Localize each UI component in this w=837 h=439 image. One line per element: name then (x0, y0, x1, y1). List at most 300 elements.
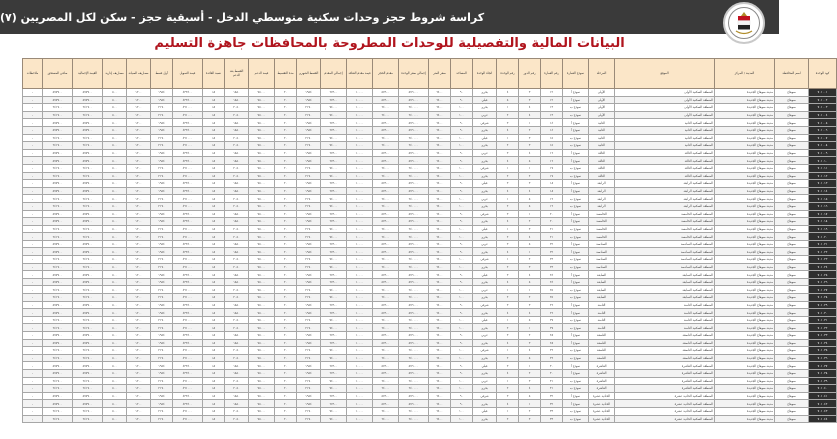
table-cell: ٦٤٠٠٠٠ (399, 195, 429, 203)
table-cell: المنطقة السكنية الثانية (615, 134, 715, 142)
table-cell: ٧٠١٠١٧ (809, 210, 837, 218)
table-cell: ٣٢ (541, 392, 563, 400)
table-cell: ١٠٠٠٠ (347, 392, 373, 400)
table-cell: ١٩٥٤ (297, 96, 321, 104)
table-cell: ٧٥٠٠٠ (249, 202, 275, 210)
table-cell: ٢ (519, 172, 541, 180)
table-row (23, 172, 837, 180)
table-cell: ١٣ (541, 104, 563, 112)
table-cell: سوهاج (775, 392, 809, 400)
table-cell: ١٢٠٠ (127, 415, 151, 423)
table-cell: ٢٠ (275, 256, 297, 264)
table-cell: ١٠٠ (451, 104, 473, 112)
table-cell: ١٩٥٤ (297, 218, 321, 226)
table-cell: المنطقة السكنية الحادية عشرة (615, 392, 715, 400)
table-cell: ٢١٧٠ (297, 202, 321, 210)
table-cell: ٧٠١٠٢٣ (809, 256, 837, 264)
table-cell: ١٠٠٠٠ (347, 233, 373, 241)
table-cell: المنطقة السكنية الثامنة (615, 316, 715, 324)
table-cell: ٩٠ (451, 149, 473, 157)
table-cell: ١٩٥٤ (297, 301, 321, 309)
table-cell: بحري (473, 354, 497, 362)
table-cell: - (23, 187, 43, 195)
table-cell: غربي (473, 149, 497, 157)
table-cell: ٦٤٠٠ (429, 164, 451, 172)
table-cell: ١٢٠٠ (127, 248, 151, 256)
table-cell: ٦٤٠٠ (429, 233, 451, 241)
table-cell: - (23, 240, 43, 248)
table-cell: المنطقة السكنية التاسعة (615, 339, 715, 347)
table-cell: ٦٤٠٠٠ (373, 415, 399, 423)
table-cell: ٤ (497, 126, 519, 134)
table-cell: سوهاج (775, 339, 809, 347)
table-cell: ٥٧٦٠٠٠ (399, 240, 429, 248)
table-row (23, 301, 837, 309)
table-cell: ٢ (497, 111, 519, 119)
table-cell: سوهاج (775, 195, 809, 203)
table-cell: ٥ (519, 240, 541, 248)
table-cell: ٦٧٦٠٠ (321, 96, 347, 104)
table-cell: ٢١٧٠ (151, 233, 173, 241)
table-cell: المنطقة السكنية الثانية (615, 119, 715, 127)
table-cell: ٧٤٠٠٠ (321, 233, 347, 241)
table-cell: ٨٪ (203, 104, 225, 112)
table-cell: ٢١٧٠ (151, 354, 173, 362)
table-cell: الخامسة (589, 210, 615, 218)
table-cell: ٨٪ (203, 301, 225, 309)
table-cell: ٦٤٠٠٠٠ (399, 111, 429, 119)
table-cell: ٢٠٥٠ (225, 256, 249, 264)
table-cell: ١٢٠٠ (127, 392, 151, 400)
table-cell: ٢٠ (275, 96, 297, 104)
table-cell: ١٢٠٠ (127, 286, 151, 294)
table-cell: مدينة سوهاج الجديدة (715, 316, 775, 324)
table-cell: ٥٧٧٧٠٠ (73, 210, 103, 218)
table-cell: ٣٢ (541, 400, 563, 408)
table-cell: - (23, 96, 43, 104)
table-cell: ٨٪ (203, 240, 225, 248)
table-cell: ٦٤٠٠ (429, 347, 451, 355)
table-cell: ٢٠ (275, 263, 297, 271)
table-cell: - (23, 104, 43, 112)
table-cell: ٧٤٠٠٠ (321, 164, 347, 172)
table-cell: ٥٧٧٧٠٠ (73, 180, 103, 188)
table-cell: قبلي (473, 225, 497, 233)
table-cell: ٦٤٠٠٠٠ (399, 407, 429, 415)
table-cell: ٥٠٠ (103, 347, 127, 355)
table-cell: ١٠٠٠٠ (347, 240, 373, 248)
table-cell: ٦٧٦٠٠ (321, 271, 347, 279)
table-cell: ٢١٧٠ (297, 294, 321, 302)
table-cell: ٧٠١٠١٤ (809, 187, 837, 195)
table-cell: ٢١٧٠ (297, 354, 321, 362)
table-cell: غربي (473, 240, 497, 248)
table-cell: مدينة سوهاج الجديدة (715, 407, 775, 415)
table-cell: ١٠٠ (451, 324, 473, 332)
table-cell: ١٢٠٠ (127, 134, 151, 142)
table-cell: ١٠٠٠٠ (347, 164, 373, 172)
table-cell: ٧٥٠٠٠ (249, 271, 275, 279)
table-cell: ٥٧٧٧٠٠ (73, 339, 103, 347)
table-cell: ٩٠ (451, 96, 473, 104)
table-cell: ١٢٠٠ (127, 149, 151, 157)
table-cell: الرابعة (589, 195, 615, 203)
table-cell: ٥٠٠ (103, 187, 127, 195)
table-cell: ١٠٠ (451, 263, 473, 271)
column-header: أول قسط (151, 59, 173, 89)
table-cell: ٦٧٦٠٠ (321, 210, 347, 218)
table-cell: ١٠٠٠٠ (347, 202, 373, 210)
table-cell: ٦٤٠٠٠ (373, 354, 399, 362)
table-cell: نموذج ب (563, 354, 589, 362)
table-cell: مدينة سوهاج الجديدة (715, 104, 775, 112)
table-cell: مدينة سوهاج الجديدة (715, 347, 775, 355)
table-cell: ٧٤٠٠٠ (321, 354, 347, 362)
table-cell: ٤٣٣٤٠٠ (173, 89, 203, 97)
table-cell: سوهاج (775, 240, 809, 248)
table-cell: سوهاج (775, 149, 809, 157)
table-cell: ٧٥٠٠٠ (249, 377, 275, 385)
table-cell: ٤ (497, 218, 519, 226)
table-cell: ٧٥٠٠٠ (249, 294, 275, 302)
table-cell: سوهاج (775, 157, 809, 165)
table-cell: ٤ (497, 157, 519, 165)
table-cell: ٧٠١٠٤١ (809, 392, 837, 400)
table-cell: ١٩٥٤ (297, 248, 321, 256)
table-cell: المنطقة السكنية الرابعة (615, 195, 715, 203)
table-cell: الرابعة (589, 180, 615, 188)
table-cell: ١٢٠٠ (127, 407, 151, 415)
table-cell: ٥٧٦٠٠ (373, 240, 399, 248)
table-cell: سوهاج (775, 354, 809, 362)
table-cell: ٥٧٧٧٠٠ (73, 271, 103, 279)
table-cell: ٢٩ (541, 354, 563, 362)
table-cell: ٢٠٥٠ (225, 202, 249, 210)
table-cell: ٦٧٦٠٠ (321, 218, 347, 226)
table-cell: ٦٤١٧٠٠ (73, 354, 103, 362)
table-cell: ٧٥٠٠٠ (249, 316, 275, 324)
table-cell: ٦٤١٧٠٠ (73, 164, 103, 172)
table-cell: ٤ (519, 385, 541, 393)
table-cell: ٦٤٠٠٠ (373, 347, 399, 355)
table-cell: ١٠٠٠٠ (347, 400, 373, 408)
table-cell: بحري (473, 233, 497, 241)
table-cell: ٤٣٣٤٠٠ (173, 187, 203, 195)
table-cell: - (23, 347, 43, 355)
table-cell: ١٨٥٠ (225, 400, 249, 408)
table-cell: ٢١٧٠ (151, 316, 173, 324)
table-cell: المنطقة السكنية الثالثة (615, 149, 715, 157)
column-header: الموقع (615, 59, 715, 89)
table-cell: ٥٠٠ (103, 142, 127, 150)
table-cell: نموذج ب (563, 324, 589, 332)
table-cell: ٢ (497, 142, 519, 150)
table-cell: غربي (473, 111, 497, 119)
table-cell: ٤ (519, 104, 541, 112)
table-row (23, 286, 837, 294)
table-cell: ٤٣٣٤٠٠ (173, 400, 203, 408)
table-cell: - (23, 324, 43, 332)
table-cell: ٦٧٦٠٠ (321, 309, 347, 317)
table-cell: ٢٠ (275, 369, 297, 377)
table-cell: سوهاج (775, 263, 809, 271)
table-cell: ٦٤٠٠ (429, 385, 451, 393)
table-cell: ٥٧٦٠٠ (373, 400, 399, 408)
table-cell: ٨٪ (203, 157, 225, 165)
table-cell: ٥٧٧٧٠٠ (43, 210, 73, 218)
table-cell: - (23, 309, 43, 317)
table-cell: ٥٠٠ (103, 278, 127, 286)
table-row (23, 187, 837, 195)
table-cell: ١٠٠٠٠ (347, 354, 373, 362)
table-cell: ٥٧٦٠٠٠ (399, 187, 429, 195)
table-cell: ٤ (497, 187, 519, 195)
table-row (23, 309, 837, 317)
table-cell: ٦٤٠٠٠ (373, 233, 399, 241)
table-cell: ٢٠ (275, 407, 297, 415)
table-cell: شرقي (473, 392, 497, 400)
table-cell: ١٢٠٠ (127, 377, 151, 385)
table-cell: ٢١٧٠ (297, 385, 321, 393)
table-cell: ٢٨ (541, 339, 563, 347)
table-cell: ٦٤١٧٠٠ (73, 256, 103, 264)
table-cell: ١٩ (541, 202, 563, 210)
table-cell: ٦٤٠٠ (429, 400, 451, 408)
table-cell: ٤٩١٠٠٠ (173, 172, 203, 180)
table-cell: ٦٤١٧٠٠ (73, 263, 103, 271)
table-cell: ١٠٠٠٠ (347, 248, 373, 256)
table-cell: نموذج أ (563, 332, 589, 340)
table-row (23, 256, 837, 264)
table-cell: سوهاج (775, 111, 809, 119)
table-cell: مدينة سوهاج الجديدة (715, 210, 775, 218)
table-row (23, 142, 837, 150)
table-cell: ١٩٥٤ (151, 392, 173, 400)
table-cell: ٧٤٠٠٠ (321, 377, 347, 385)
table-cell: ١ (497, 104, 519, 112)
table-cell: ٤٩١٠٠٠ (173, 286, 203, 294)
table-cell: - (23, 294, 43, 302)
table-cell: ٦٤١٧٠٠ (43, 347, 73, 355)
table-cell: ٢ (497, 172, 519, 180)
table-cell: سوهاج (775, 256, 809, 264)
table-cell: ٥٠٠ (103, 126, 127, 134)
table-cell: ٥٠٠ (103, 407, 127, 415)
table-cell: ٢٠ (275, 126, 297, 134)
table-cell: ١٧ (541, 164, 563, 172)
table-cell: ٧٠١٠١٩ (809, 225, 837, 233)
table-cell: ٧٥٠٠٠ (249, 263, 275, 271)
table-cell: ١٩٥٤ (151, 332, 173, 340)
table-cell: ٢٠ (275, 149, 297, 157)
table-cell: ٨٪ (203, 187, 225, 195)
table-cell: ١ (519, 400, 541, 408)
table-cell: ٦٤٠٠ (429, 407, 451, 415)
table-cell: بحري (473, 400, 497, 408)
table-cell: ٥٧٦٠٠٠ (399, 271, 429, 279)
table-cell: بحري (473, 278, 497, 286)
table-cell: ٧٠١٠٤٠ (809, 385, 837, 393)
table-cell: ١٩٥٤ (151, 271, 173, 279)
table-cell: بحري (473, 157, 497, 165)
table-cell: التاسعة (589, 339, 615, 347)
table-cell: مدينة سوهاج الجديدة (715, 332, 775, 340)
table-cell: ٩٠ (451, 392, 473, 400)
table-cell: سوهاج (775, 407, 809, 415)
table-cell: ٧٥٠٠٠ (249, 111, 275, 119)
table-cell: ٥٠٠ (103, 180, 127, 188)
table-cell: ٦٤٠٠ (429, 301, 451, 309)
table-cell: ١٢٠٠ (127, 294, 151, 302)
table-cell: ٨٪ (203, 111, 225, 119)
table-row (23, 400, 837, 408)
table-cell: ٥٧٧٧٠٠ (73, 218, 103, 226)
table-cell: ٧٤٠٠٠ (321, 294, 347, 302)
table-cell: ٢٠ (275, 339, 297, 347)
table-cell: ١٥ (541, 134, 563, 142)
table-cell: ٦٤١٧٠٠ (73, 316, 103, 324)
table-cell: ٧٠١٠٤٤ (809, 415, 837, 423)
column-header: القسط الشهري (297, 59, 321, 89)
table-cell: ٢٠ (275, 385, 297, 393)
table-cell: ٩٠ (451, 240, 473, 248)
table-cell: ٢٠ (275, 332, 297, 340)
table-cell: ٧٤٠٠٠ (321, 263, 347, 271)
table-cell: ٧٠١٠١٢ (809, 172, 837, 180)
table-cell: ٢١٧٠ (151, 347, 173, 355)
table-cell: ٤ (519, 347, 541, 355)
table-cell: ٥٧٧٧٠٠ (43, 218, 73, 226)
table-cell: ٥٧٦٠٠٠ (399, 339, 429, 347)
table-cell: مدينة سوهاج الجديدة (715, 202, 775, 210)
table-cell: ٢٠٥٠ (225, 347, 249, 355)
table-cell: ٥٧٧٧٠٠ (73, 89, 103, 97)
table-cell: ٦٤٠٠٠ (373, 316, 399, 324)
table-cell: ١٠٠ (451, 407, 473, 415)
table-cell: ١٩٥٤ (297, 210, 321, 218)
table-cell: المنطقة السكنية السابعة (615, 271, 715, 279)
table-cell: ٧٠١٠٠٣ (809, 104, 837, 112)
table-cell: ٣ (519, 142, 541, 150)
table-cell: ٦٧٦٠٠ (321, 301, 347, 309)
table-cell: ١٢٠٠ (127, 271, 151, 279)
table-cell: ٥٧٧٧٠٠ (73, 119, 103, 127)
table-cell: ١٢٠٠ (127, 104, 151, 112)
table-cell: ٥٧٧٧٠٠ (43, 309, 73, 317)
table-cell: ٧٠١٠٠٨ (809, 142, 837, 150)
table-cell: ٦٤٠٠ (429, 286, 451, 294)
table-cell: الثامنة (589, 301, 615, 309)
table-cell: - (23, 354, 43, 362)
table-cell: ١٨٥٠ (225, 309, 249, 317)
table-cell: ٦٤١٧٠٠ (43, 172, 73, 180)
table-cell: ٢١٧٠ (297, 164, 321, 172)
table-cell: ١٩٥٤ (297, 392, 321, 400)
table-cell: ١٩٥٤ (297, 187, 321, 195)
table-cell: مدينة سوهاج الجديدة (715, 354, 775, 362)
table-cell: بحري (473, 294, 497, 302)
table-cell: ٧٠١٠٢٧ (809, 286, 837, 294)
table-cell: ٢٥ (541, 294, 563, 302)
table-cell: ٦٤٠٠٠ (373, 142, 399, 150)
table-cell: سوهاج (775, 301, 809, 309)
table-row (23, 278, 837, 286)
table-cell: ٦٤٠٠٠٠ (399, 385, 429, 393)
table-cell: ٧٠١٠٣٠ (809, 309, 837, 317)
table-cell: المنطقة السكنية التاسعة (615, 354, 715, 362)
units-table-container (22, 58, 830, 439)
table-cell: ٤٩١٠٠٠ (173, 225, 203, 233)
table-cell: ٧٥٠٠٠ (249, 347, 275, 355)
table-cell: المنطقة السكنية الأولى (615, 96, 715, 104)
table-cell: ١ (497, 377, 519, 385)
table-cell: ٤٩١٠٠٠ (173, 385, 203, 393)
table-cell: ٧٥٠٠٠ (249, 149, 275, 157)
table-cell: ١٢ (541, 89, 563, 97)
table-cell: ٦٧٦٠٠ (321, 89, 347, 97)
table-cell: ٥٧٦٠٠ (373, 271, 399, 279)
table-cell: ٢٣ (541, 263, 563, 271)
table-cell: ٣ (519, 263, 541, 271)
table-cell: ١٠٠٠٠ (347, 172, 373, 180)
table-cell: ١٠٠٠٠ (347, 301, 373, 309)
table-cell: سوهاج (775, 309, 809, 317)
table-cell: ١٩٥٤ (297, 362, 321, 370)
table-cell: ١٩٥٤ (151, 157, 173, 165)
table-cell: ١٠٠٠٠ (347, 377, 373, 385)
table-cell: ٥٧٧٧٠٠ (73, 126, 103, 134)
table-cell: ١٠٠ (451, 256, 473, 264)
table-cell: ٦٤١٧٠٠ (43, 385, 73, 393)
table-cell: ١٩٥٤ (297, 309, 321, 317)
table-cell: ٦٤٠٠٠ (373, 294, 399, 302)
table-cell: ٥٧٦٠٠ (373, 339, 399, 347)
table-cell: ٧٥٠٠٠ (249, 385, 275, 393)
table-cell: ٢٤ (541, 278, 563, 286)
table-cell: ٨٪ (203, 332, 225, 340)
table-cell: ٥٧٧٧٠٠ (43, 89, 73, 97)
table-cell: ١٨٥٠ (225, 157, 249, 165)
table-cell: المنطقة السكنية الثانية (615, 126, 715, 134)
top-banner (0, 0, 779, 34)
table-cell: السابعة (589, 278, 615, 286)
table-cell: ٦٤٠٠٠ (373, 286, 399, 294)
table-cell: ٢٠ (275, 392, 297, 400)
table-cell: ٩٠ (451, 187, 473, 195)
table-cell: نموذج أ (563, 271, 589, 279)
table-cell: ١٩٥٤ (151, 339, 173, 347)
table-cell: ١٠٠ (451, 347, 473, 355)
column-header: كود الوحدة (809, 59, 837, 89)
table-cell: ٥٧٧٧٠٠ (73, 309, 103, 317)
table-cell: ٩٠ (451, 218, 473, 226)
table-cell: ١٠٠٠٠ (347, 332, 373, 340)
table-cell: سوهاج (775, 415, 809, 423)
column-header: المرحلة (589, 59, 615, 89)
table-cell: ٩٠ (451, 271, 473, 279)
table-cell: ١٢٠٠ (127, 89, 151, 97)
table-cell: ١٢٠٠ (127, 164, 151, 172)
table-cell: المنطقة السكنية السادسة (615, 248, 715, 256)
table-cell: ٦٤١٧٠٠ (43, 286, 73, 294)
table-row (23, 225, 837, 233)
table-cell: ١٢٠٠ (127, 210, 151, 218)
table-cell: ١٨٥٠ (225, 332, 249, 340)
table-cell: ٩٠ (451, 332, 473, 340)
table-cell: ٥٧٧٧٠٠ (43, 400, 73, 408)
table-cell: ١٢٠٠ (127, 332, 151, 340)
table-cell: ٥ (519, 392, 541, 400)
